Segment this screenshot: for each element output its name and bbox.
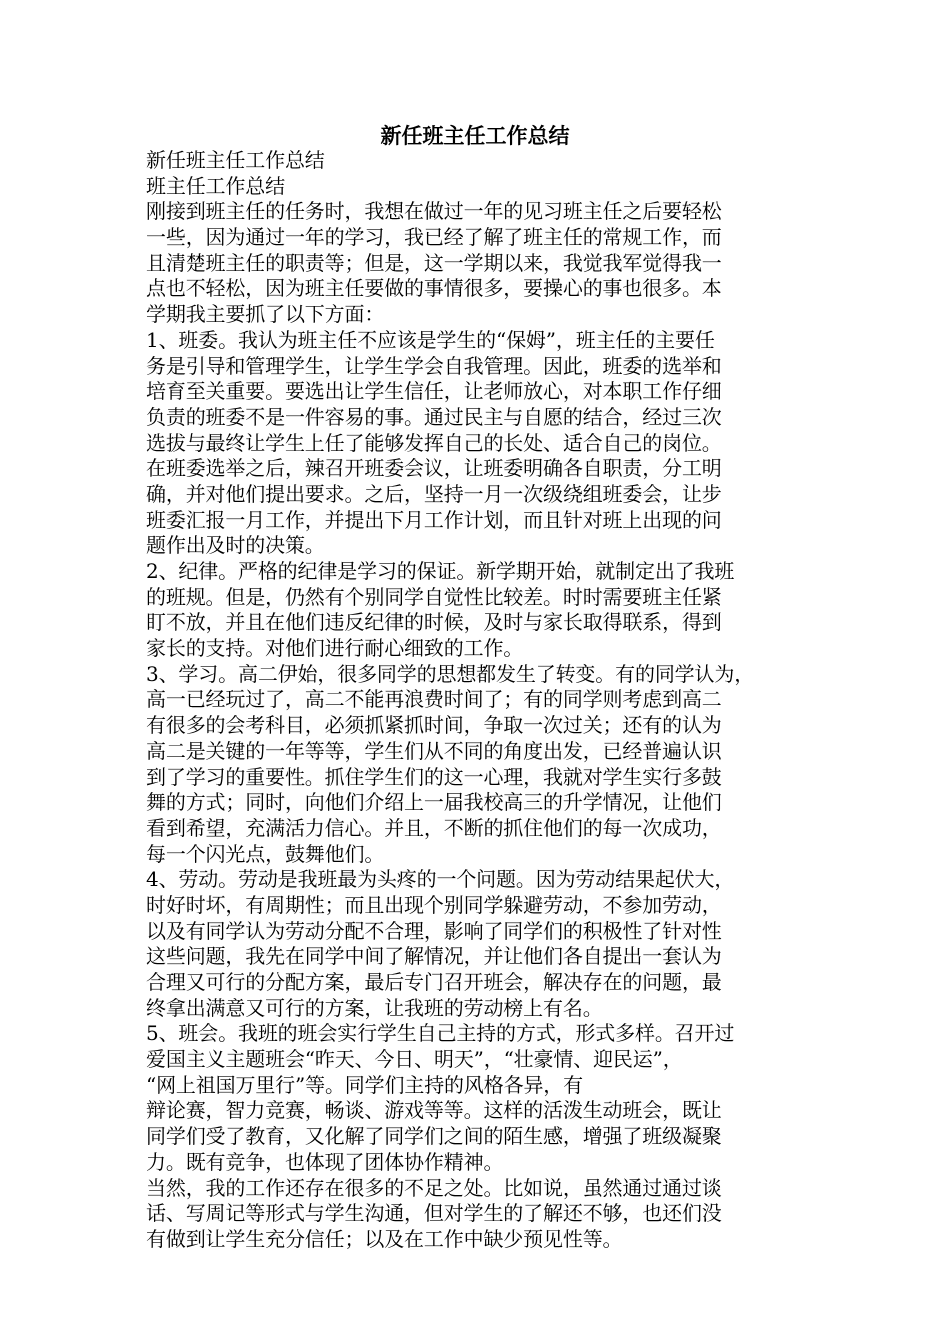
text-line: 2、纪律。严格的纪律是学习的保证。新学期开始，就制定出了我班 [146, 559, 735, 583]
text-line: 负责的班委不是一件容易的事。通过民主与自愿的结合，经过三次 [146, 404, 722, 429]
text-line: 辩论赛，智力竞赛，畅谈、游戏等等。这样的活泼生动班会，既让 [146, 1098, 722, 1123]
text-line: 力。既有竞争，也体现了团体协作精神。 [146, 1149, 504, 1174]
text-line: 家长的支持。对他们进行耐心细致的工作。 [146, 636, 524, 661]
text-line: 以及有同学认为劳动分配不合理，影响了同学们的积极性了针对性 [146, 918, 722, 943]
text-line: 新任班主任工作总结 [146, 148, 325, 172]
document-title: 新任班主任工作总结 [380, 123, 570, 148]
text-line: 确，并对他们提出要求。之后，坚持一月一次级绕组班委会，让步 [146, 481, 722, 506]
text-line: 培育至关重要。要选出让学生信任，让老师放心，对本职工作仔细 [146, 379, 722, 404]
text-line: 有很多的会考科目，必须抓紧抓时间，争取一次过关；还有的认为 [146, 713, 722, 738]
text-line: 同学们受了教育，又化解了同学们之间的陌生感，增强了班级凝聚 [146, 1124, 722, 1149]
text-line: 这些问题，我先在同学中间了解情况，并让他们各自提出一套认为 [146, 944, 722, 969]
text-line: 1、班委。我认为班主任不应该是学生的“保姆”，班主任的主要任 [146, 327, 715, 352]
text-line: 终拿出满意又可行的方案，让我班的劳动榜上有名。 [146, 995, 603, 1020]
text-line: 爱国主义主题班会“昨天、今日、明天”，“壮豪情、迎民运”， [146, 1047, 683, 1072]
text-line: 高二是关键的一年等等，学生们从不同的角度出发，已经普遍认识 [146, 738, 722, 763]
text-line: 3、学习。高二伊始，很多同学的思想都发生了转变。有的同学认为， [146, 661, 755, 686]
text-line: 每一个闪光点，鼓舞他们。 [146, 841, 385, 866]
text-line: 高一已经玩过了，高二不能再浪费时间了；有的同学则考虑到高二 [146, 687, 722, 712]
text-line: 刚接到班主任的任务时，我想在做过一年的见习班主任之后要轻松 [146, 199, 722, 224]
text-line: 务是引导和管理学生，让学生学会自我管理。因此，班委的选举和 [146, 353, 722, 378]
text-line: 一些，因为通过一年的学习，我已经了解了班主任的常规工作，而 [146, 225, 722, 250]
text-line: 有做到让学生充分信任；以及在工作中缺少预见性等。 [146, 1226, 623, 1251]
text-line: 到了学习的重要性。抓住学生们的这一心理，我就对学生实行多鼓 [146, 764, 722, 789]
text-line: 时好时坏，有周期性；而且出现个别同学躲避劳动，不参加劳动， [146, 892, 722, 917]
text-line: 5、班会。我班的班会实行学生自己主持的方式，形式多样。召开过 [146, 1021, 735, 1046]
text-line: 看到希望，充满活力信心。并且，不断的抓住他们的每一次成功， [146, 815, 722, 840]
text-line: 点也不轻松，因为班主任要做的事情很多，要操心的事也很多。本 [146, 276, 722, 301]
text-line: 且清楚班主任的职责等；但是，这一学期以来，我觉我军觉得我一 [146, 250, 722, 275]
text-line: 在班委选举之后，辣召开班委会议，让班委明确各自职责，分工明 [146, 456, 722, 481]
text-line: 舞的方式；同时，向他们介绍上一届我校高三的升学情况，让他们 [146, 790, 722, 815]
text-line: 题作出及时的决策。 [146, 533, 325, 558]
text-line: “网上祖国万里行”等。同学们主持的风格各异，有 [146, 1072, 583, 1097]
text-line: 合理又可行的分配方案，最后专门召开班会，解决存在的问题，最 [146, 970, 722, 994]
text-line: 学期我主要抓了以下方面： [146, 302, 385, 327]
text-line: 选拔与最终让学生上任了能够发挥自己的长处、适合自己的岗位。 [146, 430, 722, 455]
text-line: 班主任工作总结 [146, 173, 285, 198]
text-line: 盯不放，并且在他们违反纪律的时候，及时与家长取得联系，得到 [146, 610, 722, 635]
text-line: 班委汇报一月工作，并提出下月工作计划，而且针对班上出现的问 [146, 507, 722, 532]
text-line: 当然，我的工作还存在很多的不足之处。比如说，虽然通过通过谈 [146, 1175, 722, 1200]
text-line: 话、写周记等形式与学生沟通，但对学生的了解还不够，也还们没 [146, 1201, 722, 1226]
text-line: 的班规。但是，仍然有个别同学自觉性比较差。时时需要班主任紧 [146, 584, 722, 609]
text-line: 4、劳动。劳动是我班最为头疼的一个问题。因为劳动结果起伏大， [146, 867, 735, 892]
document-body [146, 148, 811, 1253]
